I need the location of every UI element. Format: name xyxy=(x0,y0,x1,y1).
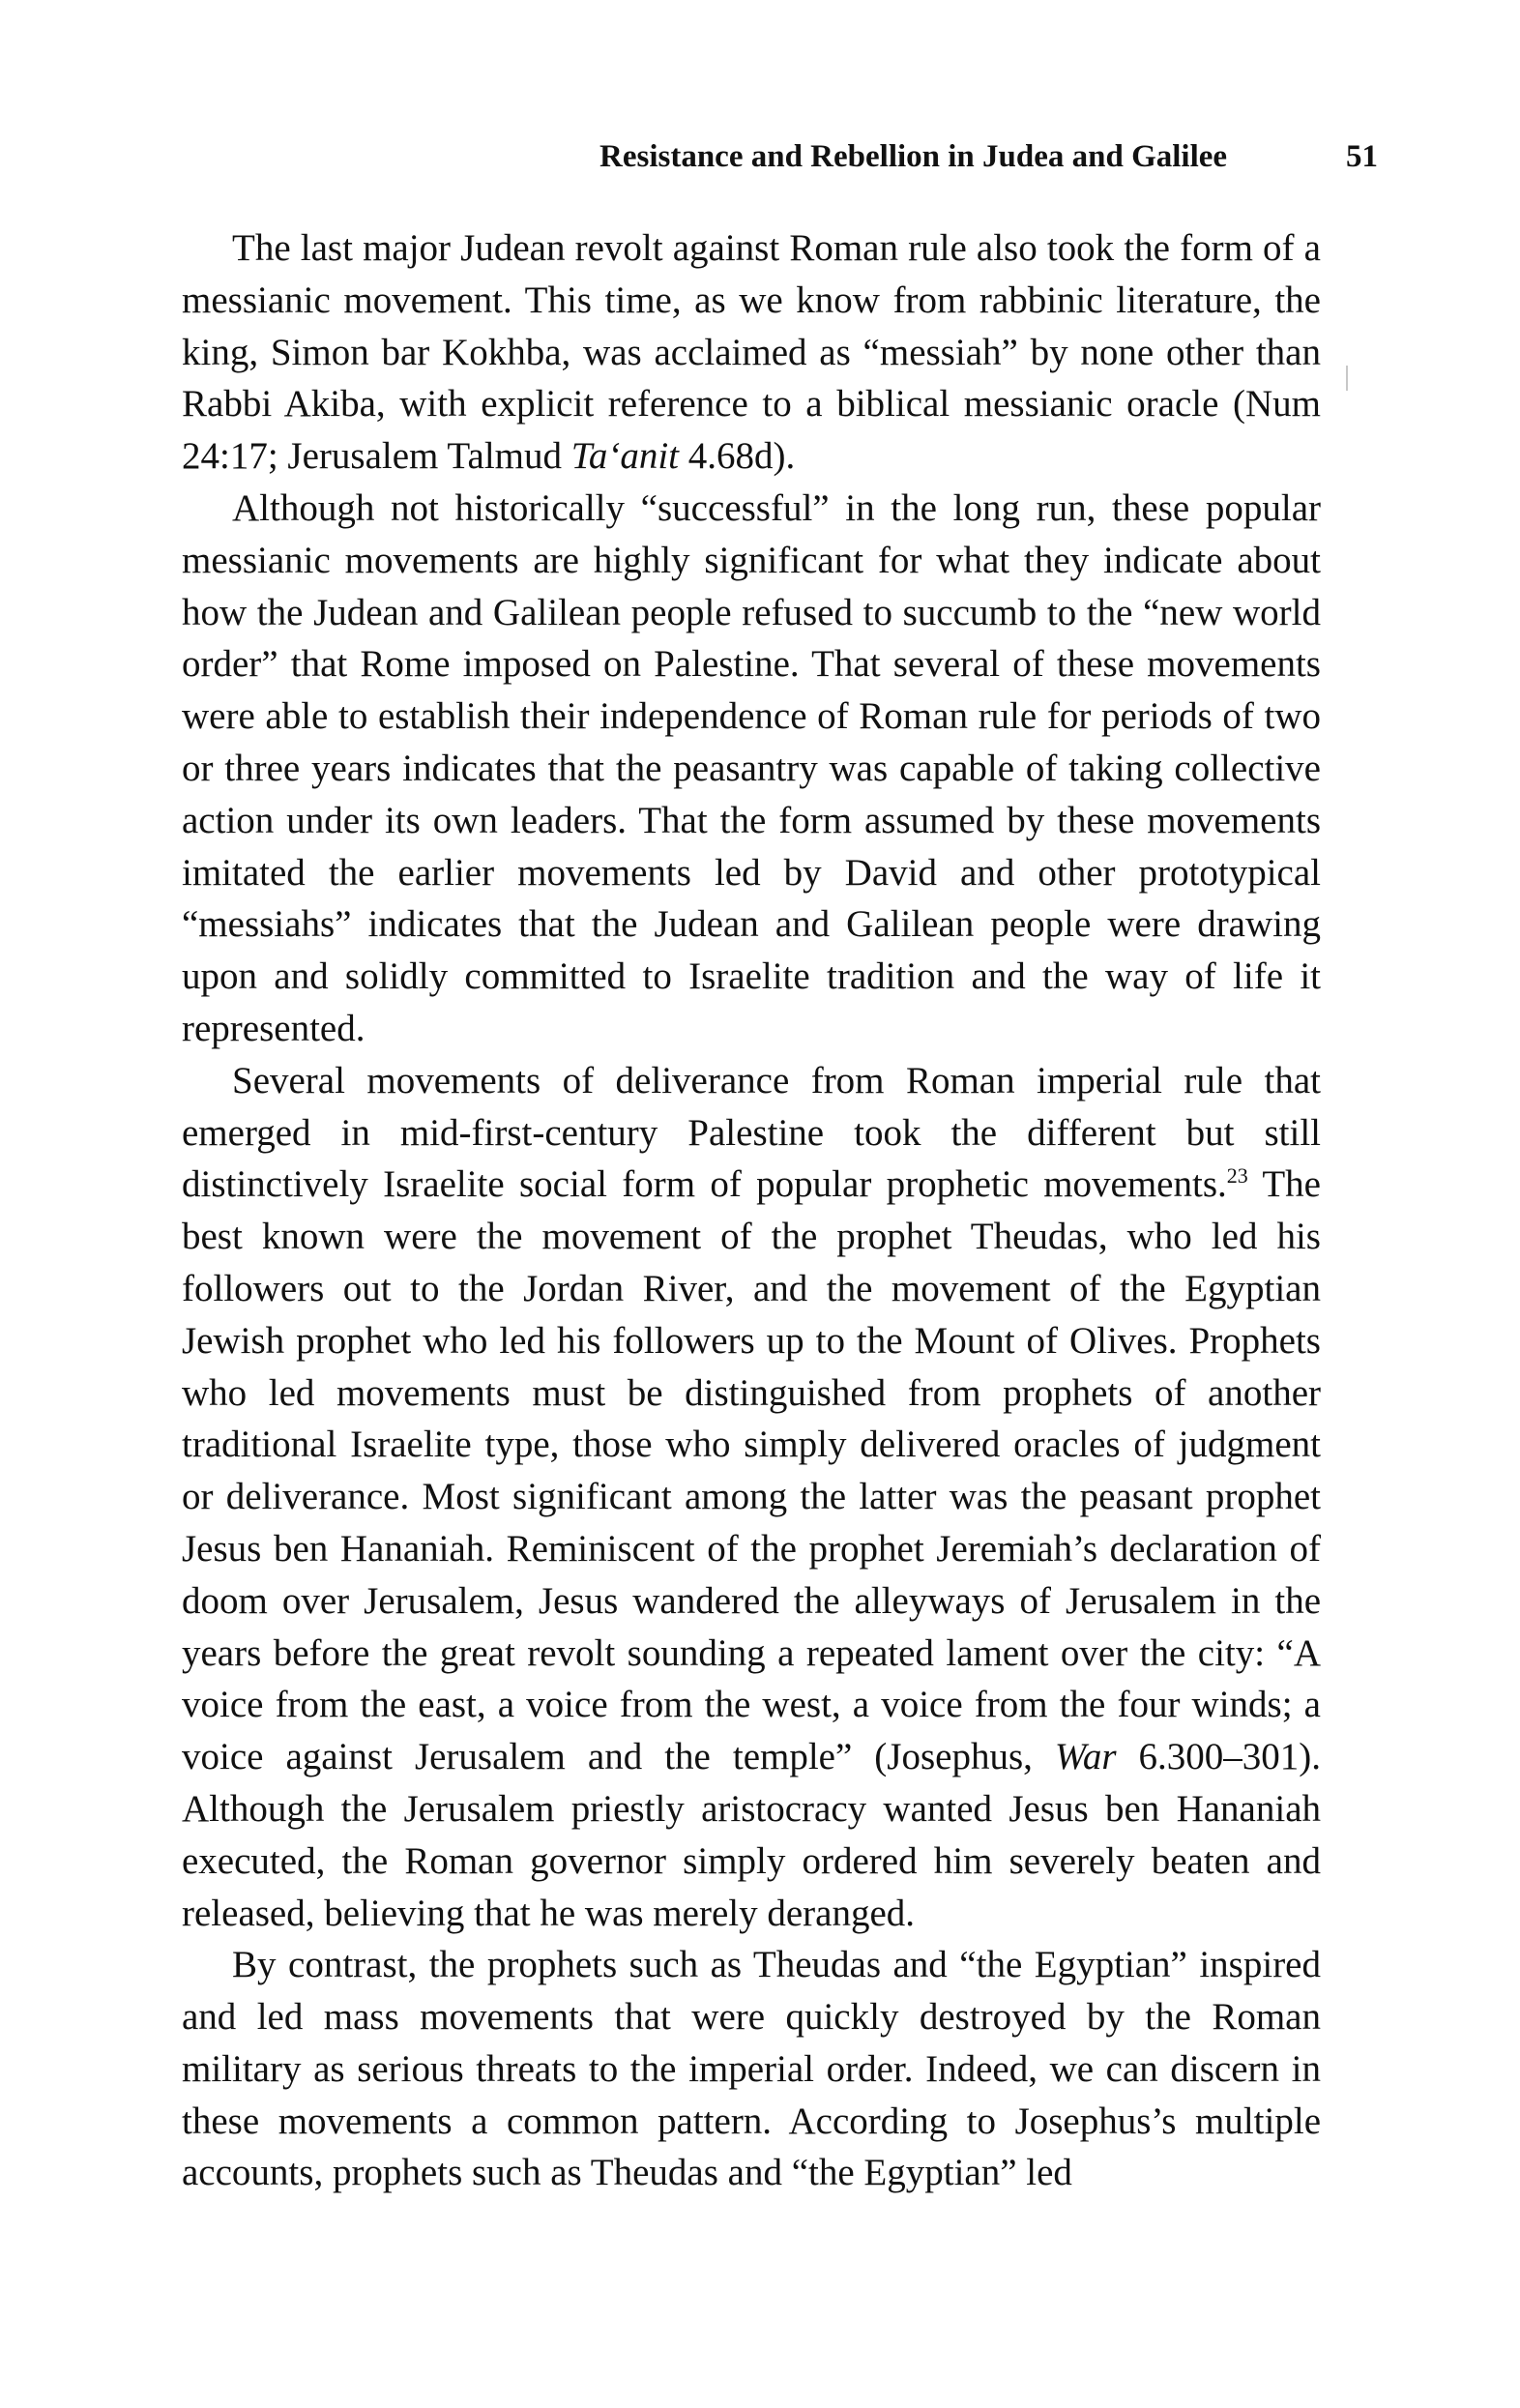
paragraph-prophetic-movements xyxy=(182,1055,1321,1940)
running-title: Resistance and Rebellion in Judea and Galilee xyxy=(599,139,1228,174)
margin-mark xyxy=(1346,366,1348,391)
page-number: 51 xyxy=(1346,139,1378,174)
italic-title: Ta‘anit xyxy=(570,435,680,478)
paragraph-theudas-egyptian xyxy=(182,1939,1321,2199)
paragraph-bar-kokhba xyxy=(182,222,1321,483)
paragraph-text: Although not historically “successful” in the long run, these popular messianic movements are highly significant for what they indicate about how the Judean and Galilean people refused to succumb to the “new world order” that Rome imposed on Palestine. That several of these movements were able to establish their independence of Roman rule for periods of two or three years indicates that the peasantry was capable of taking collective action under its own leaders. That the form assumed by these movements imitated the earlier movements led by David and other prototypical “messiahs” indicates that the Judean and Galilean people were drawing upon and solidly committed to Israelite tradition and the way of life it represented. xyxy=(182,486,1321,1049)
paragraph-text: 6.300–301). Although the Jerusalem priestly aristocracy wanted Jesus ben Hananiah executed, the Roman governor simply ordered him severely beaten and released, believing that he was merely deranged. xyxy=(182,1736,1321,1934)
body-text xyxy=(182,222,1321,2199)
footnote-reference: 23 xyxy=(1226,1163,1248,1189)
running-header xyxy=(599,133,1378,180)
paragraph-text: 4.68d). xyxy=(679,435,796,478)
paragraph-messianic-movements xyxy=(182,483,1321,1055)
paragraph-text: The best known were the movement of the prophet Theudas, who led his followers out to the Jordan River, and the movement of the Egyptian Jewish prophet who led his followers up to the Mount of Olives. Prophets who led movements must be distinguished from prophets of another traditional Israelite type, those who simply delivered oracles of judgment or deliverance. Most significant among the latter was the peasant prophet Jesus ben Hananiah. Reminiscent of the prophet Jeremiah’s declaration of doom over Jerusalem, Jesus wandered the alleyways of Jerusalem in the years before the great revolt sounding a repeated lament over the city: “A voice from the east, a voice from the west, a voice from the four winds; a voice against Jerusalem and the temple” (Josephus, xyxy=(182,1163,1321,1778)
paragraph-text: Several movements of deliverance from Roman imperial rule that emerged in mid-first-century Palestine took the different but still distinctively Israelite social form of popular prophetic movements. xyxy=(182,1059,1321,1206)
paragraph-text: The last major Judean revolt against Roman rule also took the form of a messianic movement. This time, as we know from rabbinic literature, the king, Simon bar Kokhba, was acclaimed as “messiah” by none other than Rabbi Akiba, with explicit reference to a biblical messianic oracle (Num 24:17; Jerusalem Talmud xyxy=(182,227,1321,478)
italic-title: War xyxy=(1054,1736,1117,1778)
paragraph-text: By contrast, the prophets such as Theudas and “the Egyptian” inspired and led mass movements that were quickly destroyed by the Roman military as serious threats to the imperial order. Indeed, we can discern in these movements a common pattern. According to Josephus’s multiple accounts, prophets such as Theudas and “the Egyptian” led xyxy=(182,1944,1321,2194)
